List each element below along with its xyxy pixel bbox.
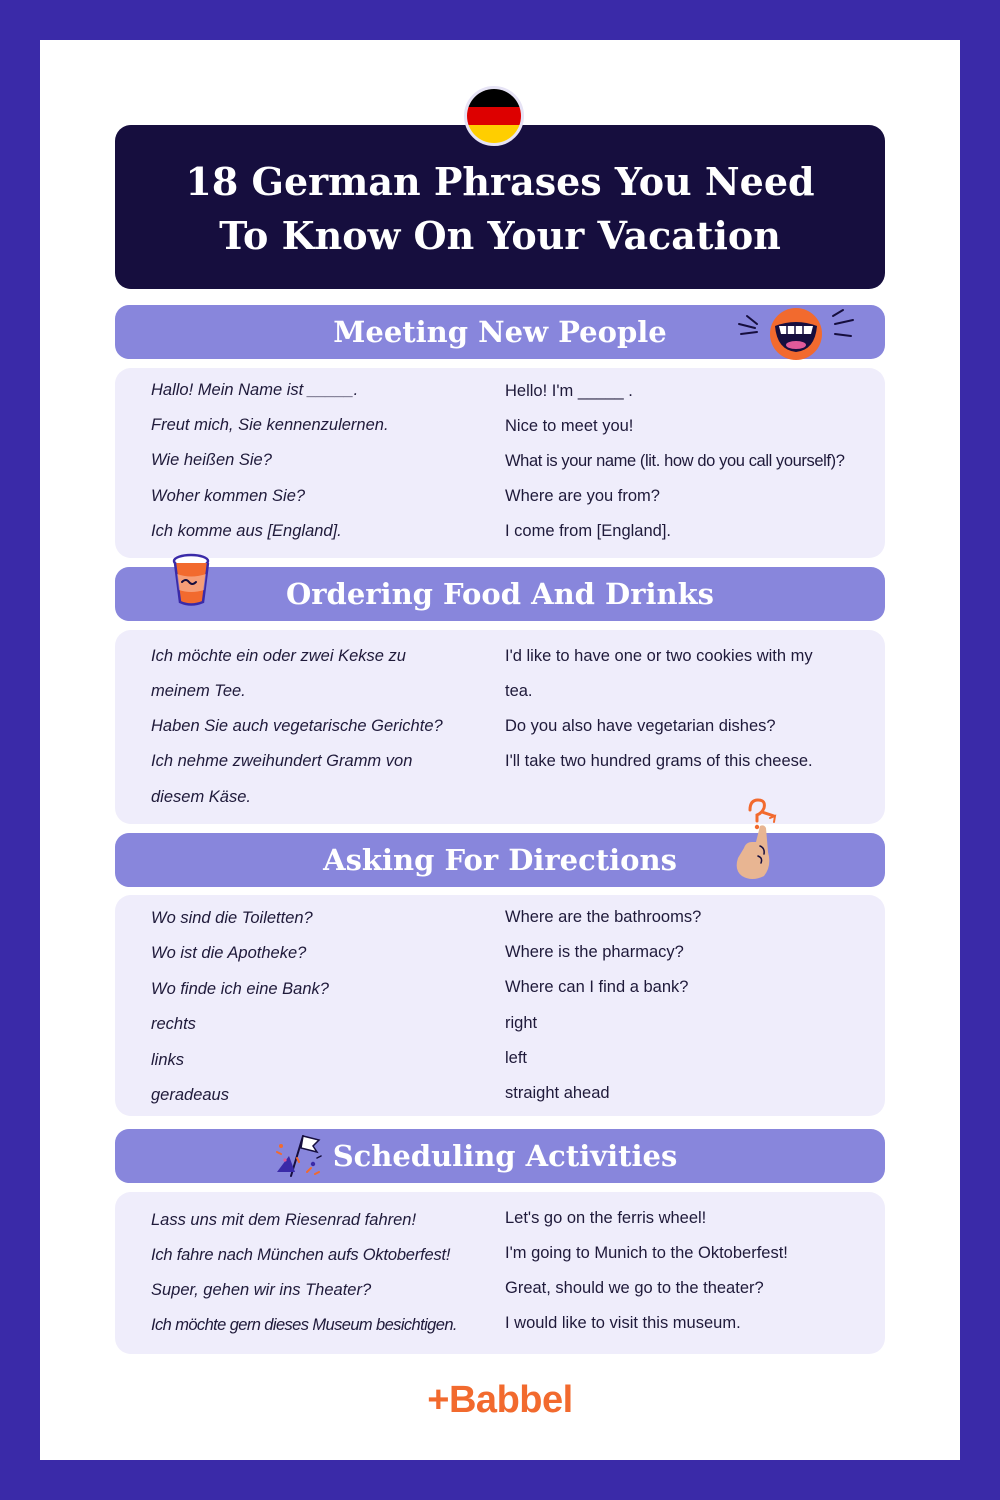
- section-header-ordering-food-and-drinks: Ordering Food And Drinks: [115, 567, 885, 621]
- english-translation: left: [505, 1049, 528, 1067]
- section-header-asking-for-directions: Asking For Directions: [115, 833, 885, 887]
- english-translation: tea.: [505, 682, 533, 700]
- smiling-mouth-icon: [735, 302, 857, 364]
- section-header-meeting-new-people: Meeting New People: [115, 305, 885, 359]
- english-translation: Where can I find a bank?: [505, 978, 689, 996]
- section-body-meeting-new-people: [115, 368, 885, 558]
- section-body-scheduling-activities: [115, 1192, 885, 1354]
- german-phrase: Lass uns mit dem Riesenrad fahren!: [151, 1211, 417, 1229]
- english-translation: Do you also have vegetarian dishes?: [505, 717, 776, 735]
- german-phrase: Ich möchte gern dieses Museum besichtigen.: [151, 1316, 457, 1334]
- german-phrase: Wo sind die Toiletten?: [151, 909, 313, 927]
- english-translation: Hello! I'm _____ .: [505, 382, 633, 400]
- english-translation: Where are the bathrooms?: [505, 908, 702, 926]
- german-phrase: geradeaus: [151, 1086, 229, 1104]
- pointing-hand-question-icon: [730, 796, 782, 882]
- section-body-asking-for-directions: [115, 895, 885, 1116]
- german-phrase: links: [151, 1051, 185, 1069]
- babbel-logo-icon: +Babbel: [427, 1379, 573, 1421]
- german-phrase: Wie heißen Sie?: [151, 451, 272, 469]
- title-line-2: To Know On Your Vacation: [219, 213, 781, 258]
- german-phrase: Hallo! Mein Name ist _____.: [151, 381, 359, 399]
- german-phrase: Wo ist die Apotheke?: [151, 944, 307, 962]
- english-translation: Let's go on the ferris wheel!: [505, 1209, 707, 1227]
- german-phrase: diesem Käse.: [151, 788, 251, 806]
- english-translation: I'll take two hundred grams of this cheese.: [505, 752, 813, 770]
- english-translation: Nice to meet you!: [505, 417, 634, 435]
- english-translation: Where are you from?: [505, 487, 660, 505]
- title-line-1: 18 German Phrases You Need: [185, 159, 815, 204]
- english-translation: I come from [England].: [505, 522, 671, 540]
- german-phrase: Haben Sie auch vegetarische Gerichte?: [151, 717, 443, 735]
- party-flag-confetti-icon: [273, 1132, 325, 1180]
- german-phrase: Ich komme aus [England].: [151, 522, 342, 540]
- german-phrase: Woher kommen Sie?: [151, 487, 306, 505]
- english-translation: I would like to visit this museum.: [505, 1314, 741, 1332]
- section-header-scheduling-activities: Scheduling Activities: [115, 1129, 885, 1183]
- coffee-cup-icon: [170, 552, 216, 608]
- section-body-ordering-food-and-drinks: [115, 630, 885, 824]
- german-phrase: Ich fahre nach München aufs Oktoberfest!: [151, 1246, 451, 1264]
- german-phrase: Super, gehen wir ins Theater?: [151, 1281, 372, 1299]
- germany-flag-icon: [464, 86, 524, 146]
- german-phrase: Freut mich, Sie kennenzulernen.: [151, 416, 389, 434]
- english-translation: I'm going to Munich to the Oktoberfest!: [505, 1244, 788, 1262]
- title-banner: [115, 125, 885, 289]
- english-translation: What is your name (lit. how do you call yourself)?: [505, 452, 845, 470]
- english-translation: right: [505, 1014, 538, 1032]
- german-phrase: rechts: [151, 1015, 196, 1033]
- infographic-page: [40, 40, 960, 1460]
- english-translation: Where is the pharmacy?: [505, 943, 684, 961]
- english-translation: straight ahead: [505, 1084, 610, 1102]
- english-translation: I'd like to have one or two cookies with my: [505, 647, 813, 665]
- german-phrase: Ich möchte ein oder zwei Kekse zu: [151, 647, 406, 665]
- german-phrase: Wo finde ich eine Bank?: [151, 980, 329, 998]
- german-phrase: Ich nehme zweihundert Gramm von: [151, 752, 413, 770]
- german-phrase: meinem Tee.: [151, 682, 246, 700]
- english-translation: Great, should we go to the theater?: [505, 1279, 764, 1297]
